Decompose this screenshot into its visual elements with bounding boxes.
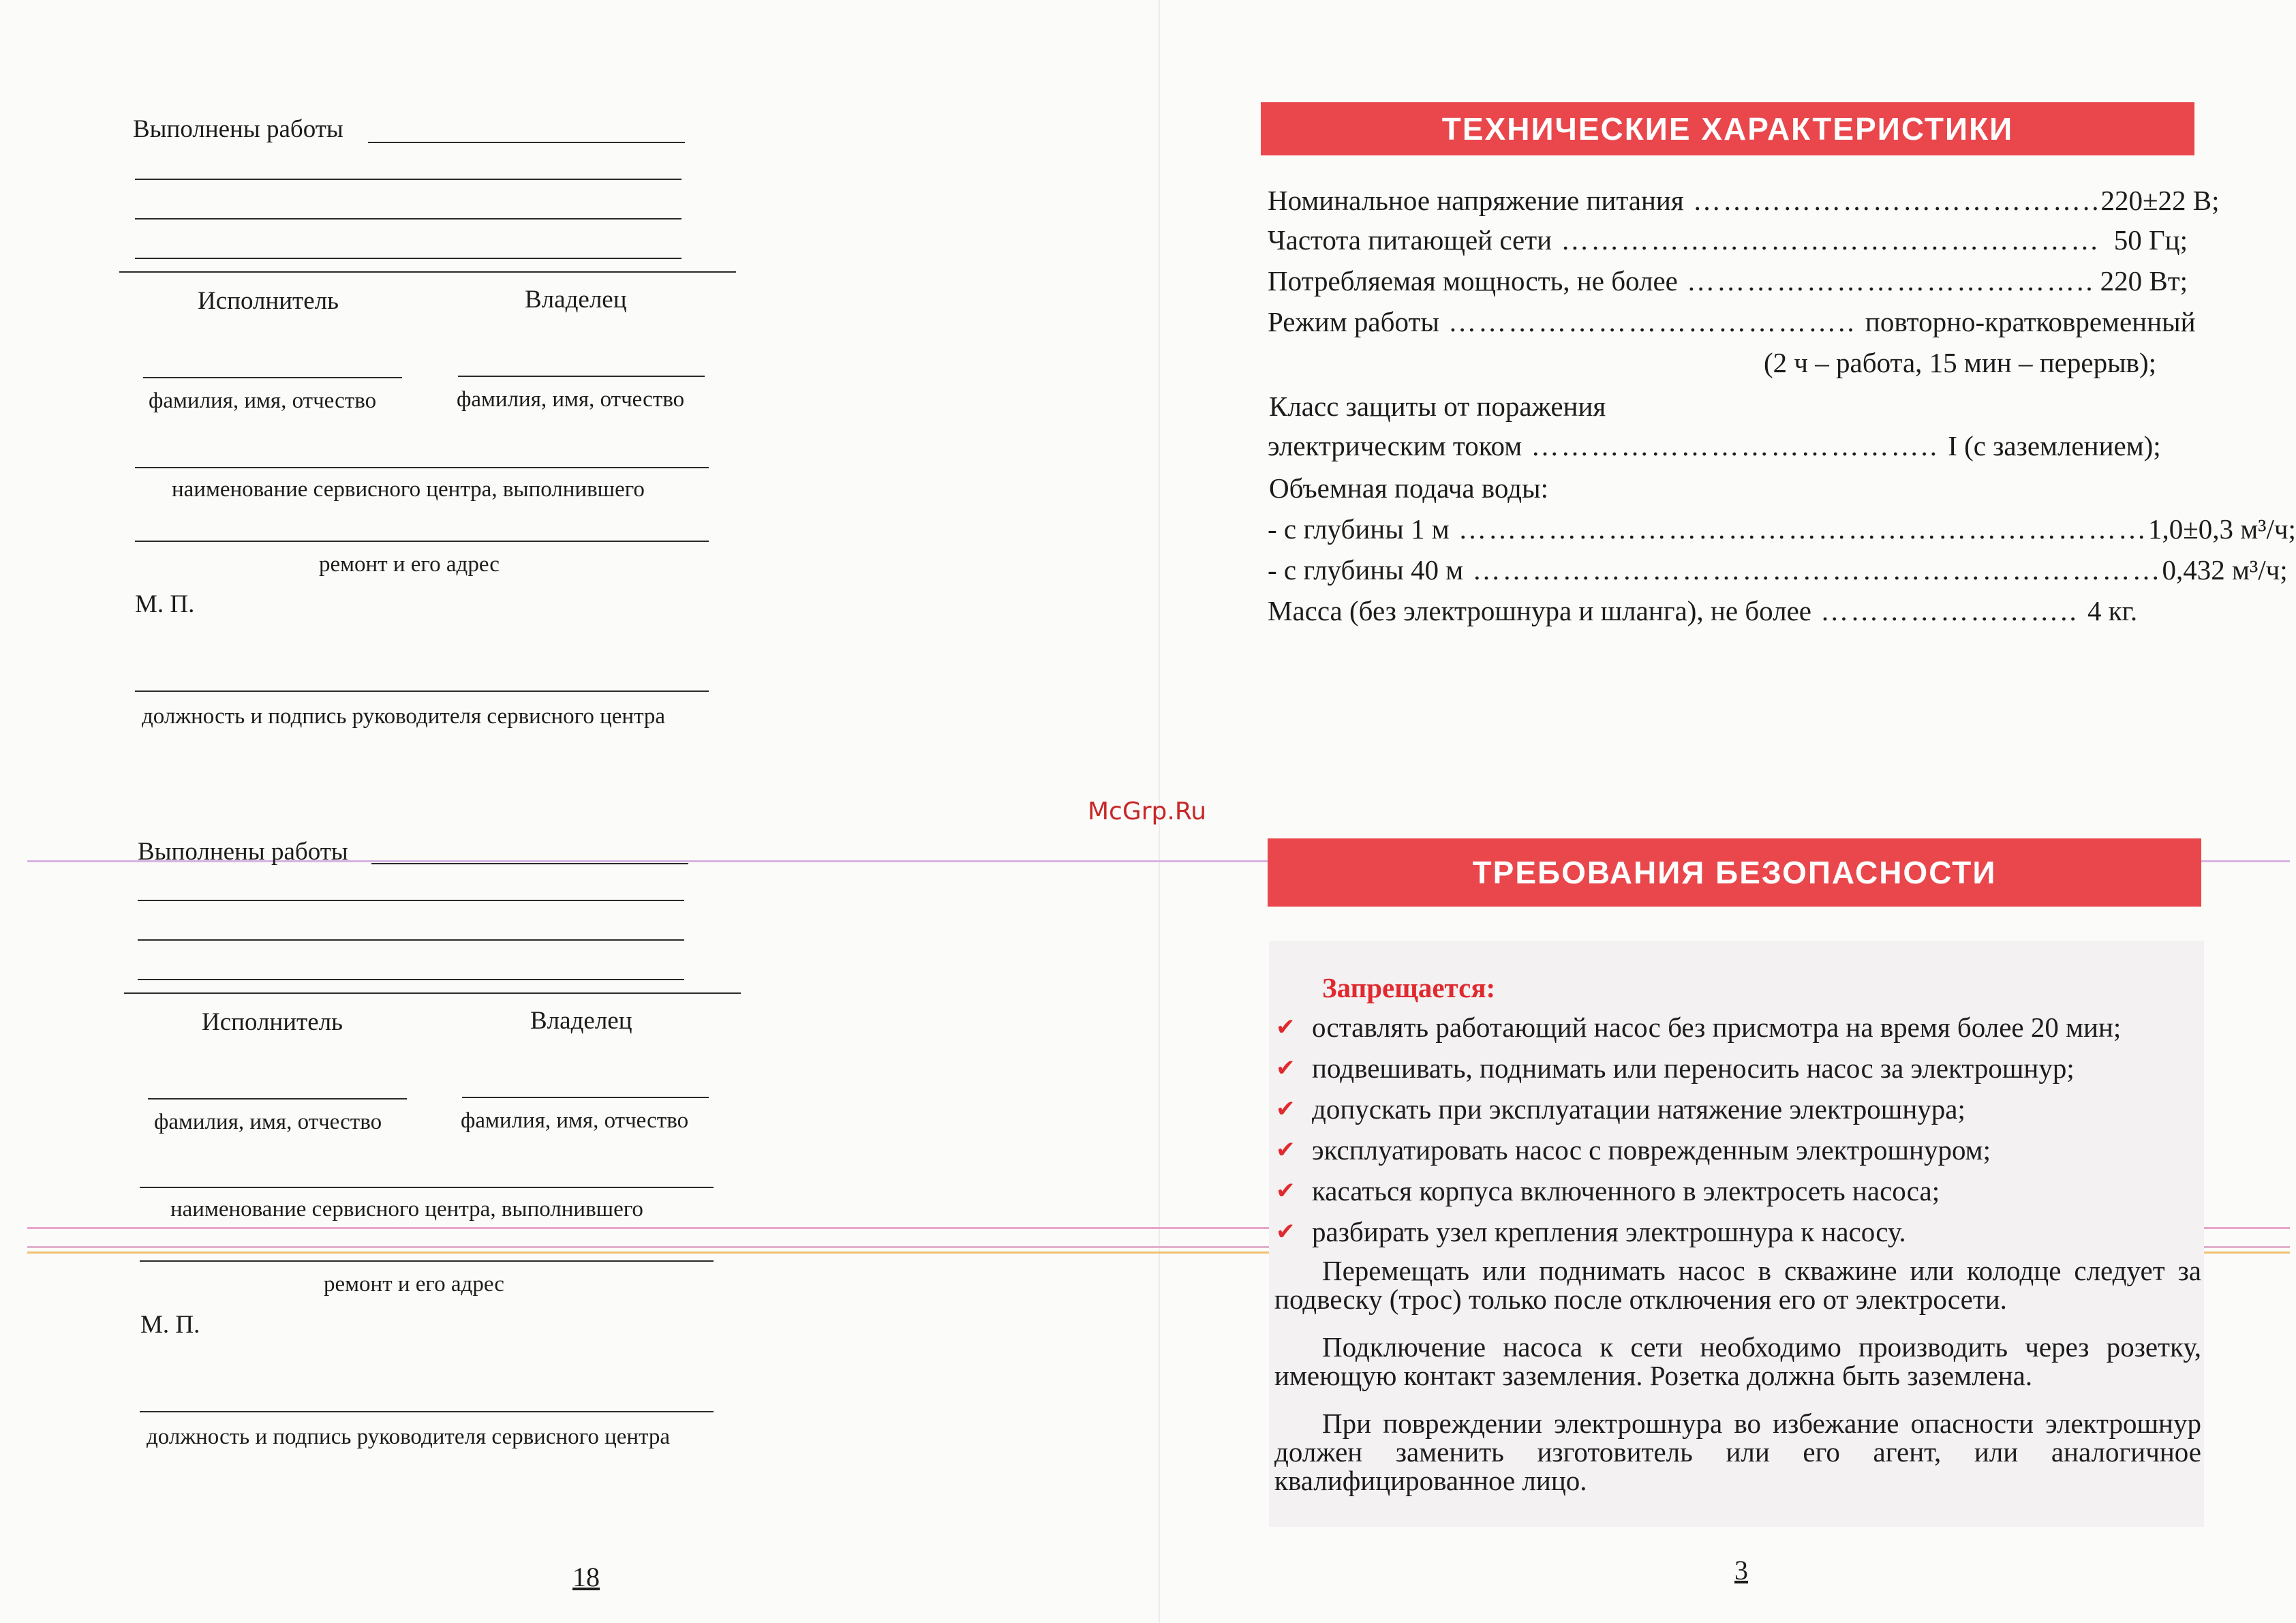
list-item: эксплуатировать насос с поврежденным электрошнуром; (1312, 1134, 1991, 1166)
works-line (135, 218, 682, 219)
spec-row-voltage: Номинальное напряжение питания ………………………………….. 220±22 В; (1268, 185, 2220, 216)
works-line (135, 258, 682, 259)
works-label: Выполнены работы (138, 838, 348, 866)
check-icon: ✔ (1276, 1055, 1296, 1082)
service-center-caption: наименование сервисного центра, выполнившего (170, 1197, 643, 1222)
check-icon: ✔ (1276, 1218, 1296, 1245)
signature-line (140, 1411, 714, 1412)
stamp-label: М. П. (135, 590, 195, 618)
forbidden-heading: Запрещается: (1322, 972, 1496, 1003)
spec-row-frequency: Частота питающей сети ……………………………………………… 50 Гц; (1268, 224, 2188, 256)
address-line (140, 1260, 714, 1262)
tech-specs-banner (1261, 102, 2194, 155)
works-line (138, 939, 684, 941)
address-caption: ремонт и его адрес (324, 1272, 504, 1296)
service-center-caption: наименование сервисного центра, выполнившего (172, 477, 645, 502)
page-number-right: 3 (1734, 1555, 1748, 1586)
spec-mode-note: (2 ч – работа, 15 мин – перерыв); (1764, 347, 2157, 378)
spec-row-mass: Масса (без электрошнура и шланга), не более …………………….. 4 кг. (1268, 595, 2138, 626)
check-icon: ✔ (1276, 1014, 1296, 1041)
executor-name-line (148, 1098, 407, 1099)
list-item: касаться корпуса включенного в электросеть насоса; (1312, 1175, 1940, 1207)
works-line (138, 979, 684, 980)
spec-row-flow-1m: - с глубины 1 м …………………………………………………………… 1,0±0,3 м³/ч; (1268, 513, 2296, 545)
form-divider (124, 992, 741, 994)
service-center-line (135, 467, 709, 468)
executor-label: Исполнитель (198, 287, 339, 315)
owner-name-line (462, 1097, 709, 1098)
list-item: разбирать узел крепления электрошнура к насосу. (1312, 1216, 1906, 1247)
executor-name-line (143, 377, 402, 378)
signature-caption: должность и подпись руководителя сервисного центра (142, 704, 666, 729)
owner-fio-caption: фамилия, имя, отчество (457, 387, 685, 412)
owner-label: Владелец (530, 1007, 632, 1035)
safety-paragraph-1: Перемещать или поднимать насос в скважине или колодце следует за подвеску (трос) только после отключения его от электросети. (1274, 1255, 2201, 1315)
executor-fio-caption: фамилия, имя, отчество (154, 1110, 382, 1134)
watermark: McGrp.Ru (1088, 798, 1207, 825)
owner-fio-caption: фамилия, имя, отчество (461, 1108, 689, 1133)
signature-line (135, 691, 709, 692)
safety-title: ТРЕБОВАНИЯ БЕЗОПАСНОСТИ (1472, 855, 1997, 890)
spec-protection-title: Класс защиты от поражения (1269, 391, 1606, 422)
address-line (135, 541, 709, 542)
check-icon: ✔ (1276, 1095, 1296, 1123)
owner-label: Владелец (525, 286, 627, 314)
works-line (371, 863, 688, 864)
spec-row-mode: Режим работы ………………………………….. повторно-кратковременный (1268, 306, 2196, 337)
spec-row-flow-40m: - с глубины 40 м …………………………………………………………… 0,432 м³/ч; (1268, 554, 2288, 586)
works-line (135, 179, 682, 180)
check-icon: ✔ (1276, 1136, 1296, 1164)
works-line (138, 900, 684, 901)
address-caption: ремонт и его адрес (319, 552, 500, 577)
page-number-left: 18 (572, 1562, 600, 1592)
stamp-label: М. П. (140, 1311, 200, 1339)
list-item: допускать при эксплуатации натяжение электрошнура; (1312, 1093, 1965, 1125)
safety-paragraph-3: При повреждении электрошнура во избежание опасности электрошнур должен заменить изготовитель или его агент, или аналогичное квалифицированное лицо. (1274, 1408, 2201, 1496)
executor-label: Исполнитель (202, 1008, 343, 1036)
owner-name-line (458, 376, 705, 377)
check-icon: ✔ (1276, 1177, 1296, 1204)
service-center-line (140, 1187, 714, 1188)
safety-paragraph-2: Подключение насоса к сети необходимо производить через розетку, имеющую контакт заземления. Розетка должна быть заземлена. (1274, 1331, 2201, 1391)
spec-row-protection: электрическим током ………………………………….. I (с заземлением); (1268, 430, 2161, 461)
tech-specs-title: ТЕХНИЧЕСКИЕ ХАРАКТЕРИСТИКИ (1441, 111, 2014, 147)
list-item: оставлять работающий насос без присмотра на время более 20 мин; (1312, 1012, 2122, 1043)
executor-fio-caption: фамилия, имя, отчество (149, 389, 377, 413)
safety-banner (1268, 838, 2201, 907)
form-divider (119, 271, 736, 273)
spec-flow-title: Объемная подача воды: (1269, 472, 1548, 504)
signature-caption: должность и подпись руководителя сервисного центра (147, 1425, 671, 1449)
spec-row-power: Потребляемая мощность, не более ………………………………….. 220 Вт; (1268, 265, 2188, 297)
list-item: подвешивать, поднимать или переносить насос за электрошнур; (1312, 1052, 2075, 1084)
works-line (368, 142, 685, 143)
works-label: Выполнены работы (133, 115, 343, 143)
